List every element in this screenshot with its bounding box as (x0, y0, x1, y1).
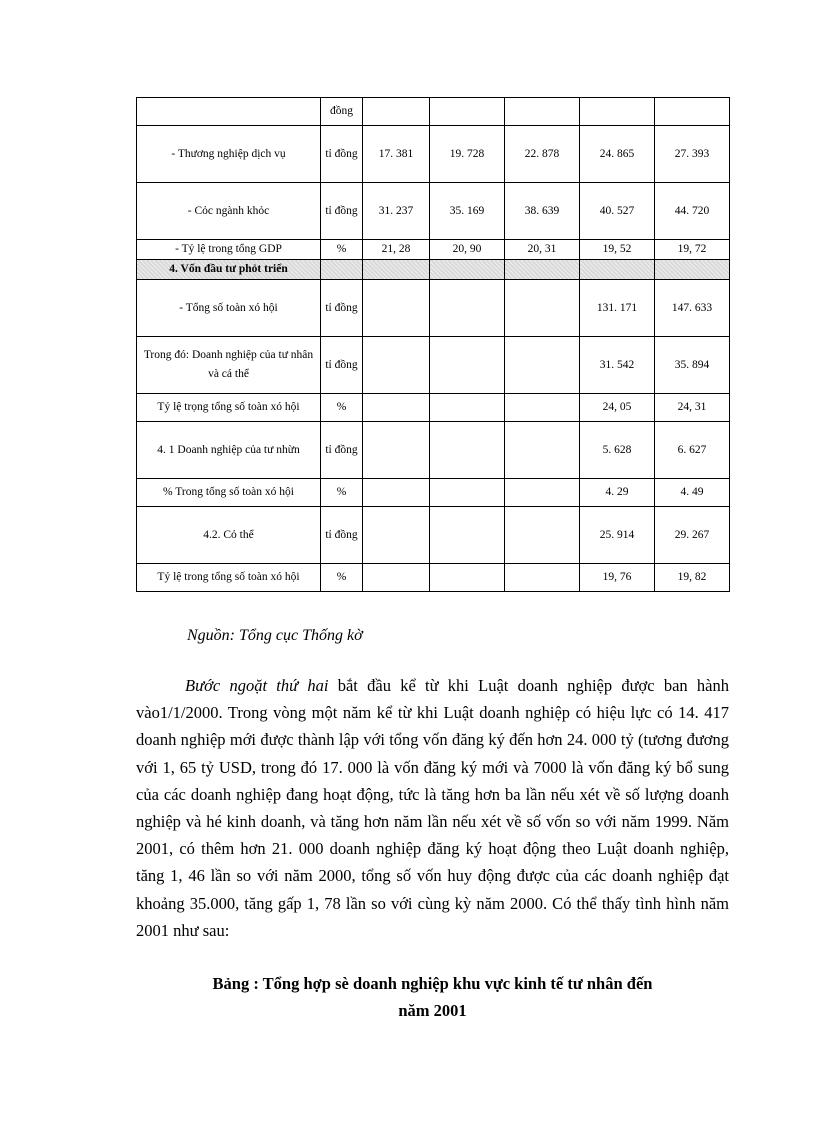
row-value (363, 260, 430, 280)
row-value (580, 98, 655, 126)
row-value (363, 337, 430, 394)
row-value (505, 479, 580, 507)
row-value (505, 280, 580, 337)
row-label: - Tổng số toàn xó hội (137, 280, 321, 337)
row-value: 6. 627 (655, 422, 730, 479)
row-value: 4. 29 (580, 479, 655, 507)
row-unit: tỉ đồng (321, 507, 363, 564)
row-value (430, 564, 505, 592)
table-row (137, 479, 730, 507)
row-value: 20, 31 (505, 240, 580, 260)
table-row (137, 394, 730, 422)
row-label: - Tỷ lệ trong tổng GDP (137, 240, 321, 260)
row-label: 4.2. Cỏ thể (137, 507, 321, 564)
row-value (430, 337, 505, 394)
row-value: 24, 05 (580, 394, 655, 422)
table-row (137, 507, 730, 564)
row-value: 19, 76 (580, 564, 655, 592)
row-value: 19. 728 (430, 126, 505, 183)
row-value: 21, 28 (363, 240, 430, 260)
table-title-line-2: năm 2001 (398, 1001, 467, 1020)
table-row (137, 98, 730, 126)
row-unit: % (321, 240, 363, 260)
paragraph-lead: Bước ngoặt thứ hai (185, 676, 329, 695)
row-label (137, 98, 321, 126)
row-value: 44. 720 (655, 183, 730, 240)
row-value: 131. 171 (580, 280, 655, 337)
table-row (137, 126, 730, 183)
row-unit: tỉ đồng (321, 422, 363, 479)
row-value (363, 394, 430, 422)
row-value: 5. 628 (580, 422, 655, 479)
row-value (363, 564, 430, 592)
row-value (655, 260, 730, 280)
row-value: 31. 237 (363, 183, 430, 240)
row-unit: tỉ đồng (321, 126, 363, 183)
row-value: 24, 31 (655, 394, 730, 422)
row-value: 24. 865 (580, 126, 655, 183)
row-value: 20, 90 (430, 240, 505, 260)
table-title-line-1: Bảng : Tổng hợp sè doanh nghiệp khu vực kinh tế tư nhân đến (212, 974, 653, 993)
row-value: 40. 527 (580, 183, 655, 240)
source-note: Nguồn: Tổng cục Thống kờ (187, 627, 363, 644)
row-value (430, 394, 505, 422)
row-label: Tỷ lệ trọng tổng số toàn xó hội (137, 394, 321, 422)
row-value (580, 260, 655, 280)
row-value (363, 98, 430, 126)
row-value: 22. 878 (505, 126, 580, 183)
row-value (655, 98, 730, 126)
paragraph-body: bắt đầu kể từ khi Luật doanh nghiệp được ban hành vào1/1/2000. Trong vòng một năm kể từ khi Luật doanh nghiệp có hiệu lực có 14. 417 doanh nghiệp mới được thành lập với tổng vốn đăng ký đến hơn 24. 000 tỷ (tương đương với 1, 65 tỷ USD, trong đó 17. 000 là vốn đăng ký mới và 7000 là vốn đăng ký bổ sung của các doanh nghiệp đang hoạt động, tức là tăng hơn ba lần nếu xét về số lượng doanh nghiệp và hé kinh doanh, và tăng hơn năm lần nếu xét về số vốn so với năm 1999. Năm 2001, có thêm hơn 21. 000 doanh nghiệp đăng ký hoạt động theo Luật doanh nghiệp, tăng 1, 46 lần so với năm 2000, tổng số vốn huy động được của các doanh nghiệp đạt khoảng 35.000, tăng gấp 1, 78 lần so với cùng kỳ năm 2000. Có thể thấy tình hình năm 2001 như sau: (136, 676, 729, 940)
row-value (505, 422, 580, 479)
row-value: 27. 393 (655, 126, 730, 183)
body-paragraph (136, 672, 729, 944)
next-table-title (136, 970, 729, 1024)
row-unit: % (321, 479, 363, 507)
table-row (137, 280, 730, 337)
table-row (137, 260, 730, 280)
row-value (430, 260, 505, 280)
row-value: 25. 914 (580, 507, 655, 564)
row-value: 29. 267 (655, 507, 730, 564)
row-unit: % (321, 564, 363, 592)
row-unit: tỉ đồng (321, 183, 363, 240)
row-value (505, 98, 580, 126)
row-value: 19, 82 (655, 564, 730, 592)
row-label: 4. Vốn đầu tư phỏt triển (137, 260, 321, 280)
table-row (137, 183, 730, 240)
row-unit: tỉ đồng (321, 337, 363, 394)
row-value (430, 422, 505, 479)
row-value (505, 394, 580, 422)
row-label: % Trong tổng số toàn xó hội (137, 479, 321, 507)
row-label: - Cỏc ngành khỏc (137, 183, 321, 240)
row-label: Tỷ lệ trong tổng số toàn xó hội (137, 564, 321, 592)
row-label: - Thương nghiệp dịch vụ (137, 126, 321, 183)
row-value (363, 479, 430, 507)
row-value: 19, 52 (580, 240, 655, 260)
row-label: Trong đó: Doanh nghiệp của tư nhân và cá thể (137, 337, 321, 394)
table-row (137, 337, 730, 394)
row-value (505, 564, 580, 592)
row-unit: đồng (321, 98, 363, 126)
row-value (505, 337, 580, 394)
row-value: 31. 542 (580, 337, 655, 394)
row-value: 35. 169 (430, 183, 505, 240)
table-row (137, 240, 730, 260)
row-value (363, 422, 430, 479)
row-value: 17. 381 (363, 126, 430, 183)
table-row (137, 422, 730, 479)
row-value: 19, 72 (655, 240, 730, 260)
row-unit: tỉ đồng (321, 280, 363, 337)
row-label: 4. 1 Doanh nghiệp của tư nhừn (137, 422, 321, 479)
row-value (363, 507, 430, 564)
row-value: 147. 633 (655, 280, 730, 337)
row-unit (321, 260, 363, 280)
row-value (430, 479, 505, 507)
row-value (505, 260, 580, 280)
row-value: 4. 49 (655, 479, 730, 507)
statistics-table (136, 97, 730, 592)
row-value (430, 98, 505, 126)
row-value: 38. 639 (505, 183, 580, 240)
row-value (430, 507, 505, 564)
row-unit: % (321, 394, 363, 422)
row-value (363, 280, 430, 337)
table-row (137, 564, 730, 592)
row-value (505, 507, 580, 564)
row-value: 35. 894 (655, 337, 730, 394)
row-value (430, 280, 505, 337)
